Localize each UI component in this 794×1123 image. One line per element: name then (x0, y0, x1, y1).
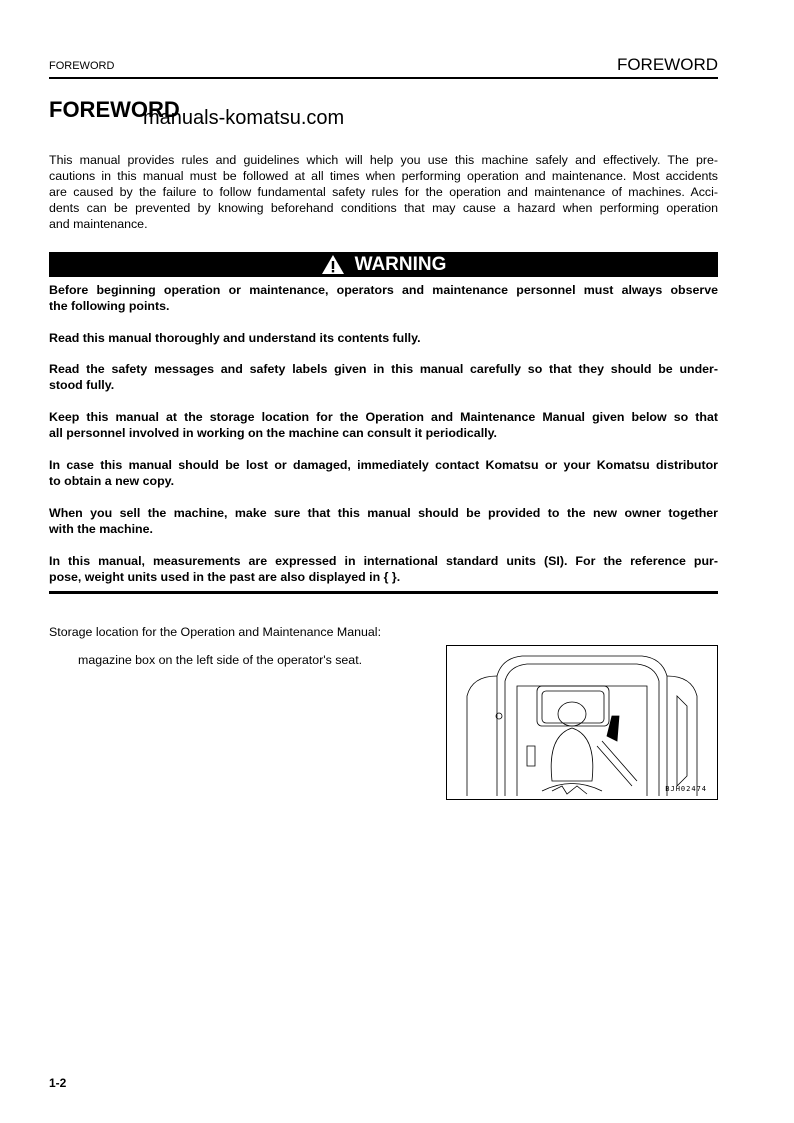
operator-seat-illustration (447, 646, 717, 799)
warning-line: Before beginning operation or maintenance, operators and maintenance personnel must always observe (49, 283, 718, 297)
warning-line: Read this manual thoroughly and understand its contents fully. (49, 331, 421, 345)
warning-line: Keep this manual at the storage location for the Operation and Maintenance Manual given below so that (49, 410, 718, 424)
warning-line: pose, weight units used in the past are also displayed in { }. (49, 570, 401, 584)
warning-line: with the machine. (49, 522, 153, 536)
figure-operator-cab (446, 645, 718, 800)
warning-line: In this manual, measurements are expressed in international standard units (SI). For the reference pur- (49, 554, 718, 568)
warning-banner (49, 252, 718, 277)
header-left: FOREWORD (49, 60, 115, 72)
figure-code: BJH02474 (665, 785, 707, 793)
storage-location: magazine box on the left side of the operator's seat. (78, 653, 363, 667)
warning-label: WARNING (354, 253, 447, 275)
warning-line: to obtain a new copy. (49, 474, 175, 488)
header-right: FOREWORD (616, 55, 718, 74)
storage-heading: Storage location for the Operation and Maintenance Manual: (49, 625, 382, 639)
warning-end-rule (49, 591, 718, 594)
intro-line: and maintenance. (49, 217, 148, 231)
intro-line: cautions in this manual must be followed at all times when performing operation and maintenance. Most accidents (49, 169, 718, 183)
warning-line: When you sell the machine, make sure that this manual should be provided to the new owner together (49, 506, 718, 520)
warning-line: In case this manual should be lost or damaged, immediately contact Komatsu or your Komatsu distributor (49, 458, 718, 472)
warning-line: the following points. (49, 299, 170, 313)
warning-line: all personnel involved in working on the machine can consult it periodically. (49, 426, 497, 440)
page-number: 1-2 (49, 1076, 67, 1090)
warning-triangle-icon (321, 254, 345, 275)
intro-line: dents can be prevented by knowing beforehand conditions that may cause a hazard when performing operation (49, 201, 718, 215)
header-rule (49, 77, 718, 79)
warning-line: stood fully. (49, 378, 115, 392)
intro-line: are caused by the failure to follow fundamental safety rules for the operation and maintenance of machines. Acci- (49, 185, 718, 199)
intro-line: This manual provides rules and guidelines which will help you use this machine safely and effectively. The pre- (49, 153, 718, 167)
watermark: manuals-komatsu.com (143, 107, 345, 129)
page-title: FOREWORD (49, 97, 180, 122)
warning-line: Read the safety messages and safety labels given in this manual carefully so that they should be under- (49, 362, 718, 376)
